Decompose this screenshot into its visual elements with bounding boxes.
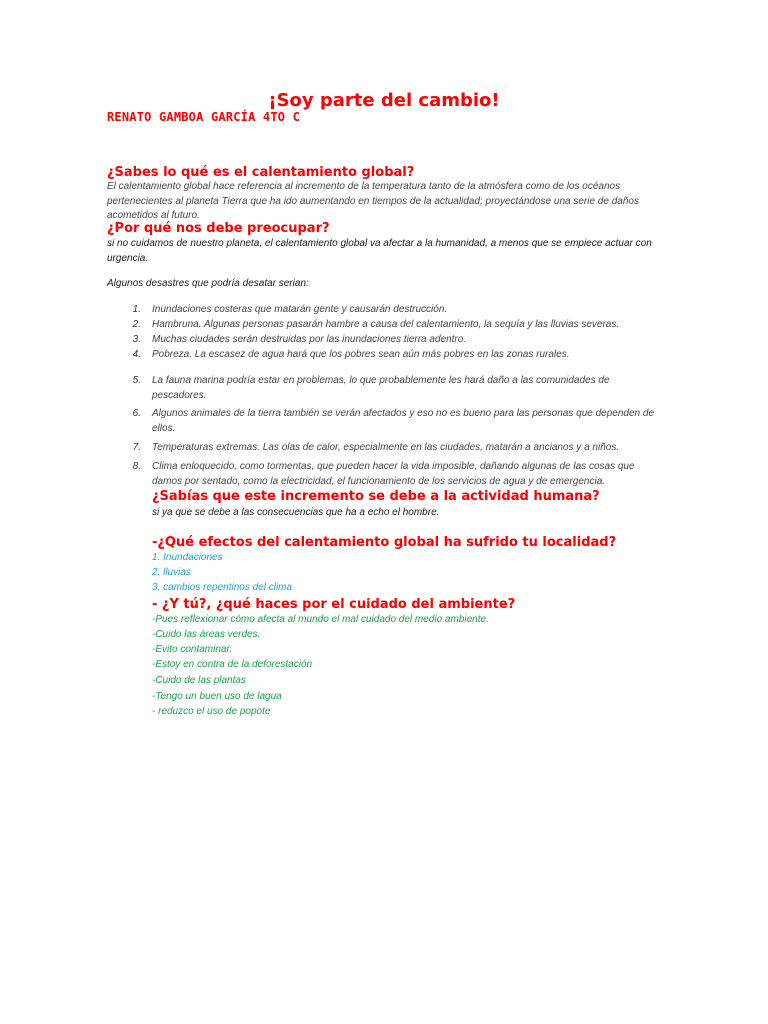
list-item: - reduzco el uso de popote xyxy=(152,706,271,717)
section-heading-what-is: ¿Sabes lo qué es el calentamiento global? xyxy=(107,165,415,180)
list-item-number: 3. xyxy=(132,334,141,345)
page-title: ¡Soy parte del cambio! xyxy=(268,90,500,111)
list-item: -Cuido las áreas verdes. xyxy=(152,629,261,640)
list-item-number: 4. xyxy=(132,349,141,360)
list-item: 1. Inundaciones xyxy=(152,552,223,563)
list-item-number: 8. xyxy=(132,461,141,472)
list-item-number: 7. xyxy=(132,442,141,453)
list-item: 3. cambios repentinos del clima xyxy=(152,582,293,593)
list-item: -Pues reflexionar cómo afecta al mundo el mal cuidado del medio ambiente. xyxy=(152,614,489,625)
section-body-what-is: El calentamiento global hace referencia al incremento de la temperatura tanto de la atmósfera como de los océanos pertenecientes al planeta Tierra que ha ido aumentando en tiempos de la actualidad; proyectándose una serie de daños acometidos al futuro. xyxy=(107,181,639,221)
list-item-text: Muchas ciudades serán destruidas por las inundaciones tierra adentro. xyxy=(152,334,467,345)
list-item: -Evito contaminar. xyxy=(152,644,233,655)
list-item: 2. lluvias xyxy=(152,567,191,578)
section-heading-why-worry: ¿Por qué nos debe preocupar? xyxy=(107,221,330,236)
list-item-text: La fauna marina podría estar en problemas, lo que probablemente les hará daño a las comunidades de pescadores. xyxy=(152,375,610,401)
list-item: -Cuido de las plantas xyxy=(152,675,246,686)
list-item-text: Inundaciones costeras que matarán gente y causarán destrucción. xyxy=(152,304,448,315)
list-item-text: Temperaturas extremas. Las olas de calor, especialmente en las ciudades, matarán a ancianos y a niños. xyxy=(152,442,620,453)
author-line: RENATO GAMBOA GARCÍA 4TO C xyxy=(107,110,301,124)
disasters-intro: Algunos desastres que podría desatar serian: xyxy=(107,278,309,289)
list-item-number: 1. xyxy=(132,304,141,315)
section-body-human-activity: si ya que se debe a las consecuencias que ha a echo el hombre. xyxy=(152,507,440,518)
section-heading-local-effects: -¿Qué efectos del calentamiento global ha sufrido tu localidad? xyxy=(152,535,617,550)
list-item: -Estoy en contra de la deforestación xyxy=(152,659,313,670)
list-item-number: 5. xyxy=(132,375,141,386)
section-heading-human-activity: ¿Sabías que este incremento se debe a la actividad humana? xyxy=(152,489,600,504)
list-item-number: 6. xyxy=(132,408,141,419)
list-item-text: Algunos animales de la tierra también se verán afectados y eso no es bueno para las personas que dependen de ellos. xyxy=(152,408,655,434)
section-body-why-worry: si no cuidamos de nuestro planeta, el calentamiento global va afectar a la humanidad, a menos que se empiece actuar con urgencia. xyxy=(107,238,652,264)
list-item-text: Hambruna. Algunas personas pasarán hambre a causa del calentamiento, la sequía y las lluvias severas. xyxy=(152,319,620,330)
list-item: -Tengo un buen uso de lagua xyxy=(152,691,282,702)
section-heading-what-you-do: - ¿Y tú?, ¿qué haces por el cuidado del ambiente? xyxy=(152,597,516,612)
list-item-number: 2. xyxy=(132,319,141,330)
list-item-text: Clima enloquecido, como tormentas, que pueden hacer la vida imposible, dañando algunas de las cosas que damos por sentado, como la electricidad, el funcionamiento de los servicios de agua y de emergencia. xyxy=(152,461,635,487)
list-item-text: Pobreza. La escasez de agua hará que los pobres sean aún más pobres en las zonas rurales. xyxy=(152,349,570,360)
